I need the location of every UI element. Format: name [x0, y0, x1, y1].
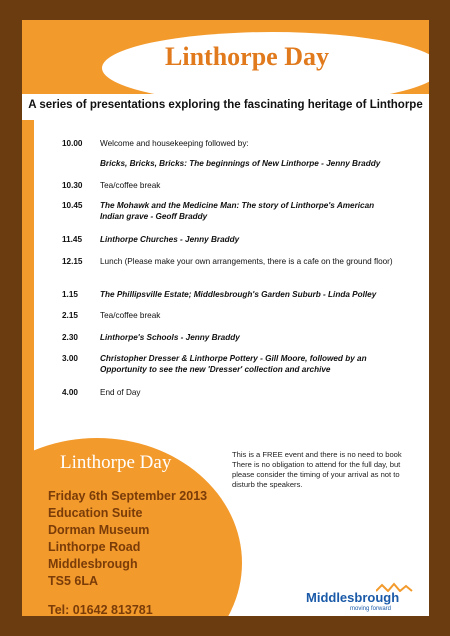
free-event-notice: This is a FREE event and there is no need to book There is no obligation to attend for the full day, but please consider the timing of your arrival as not to disturb the speakers. [232, 450, 402, 489]
footer-title: Linthorpe Day [60, 452, 172, 473]
address-line: Middlesbrough [48, 557, 138, 571]
schedule-time: 1.15 [62, 290, 78, 299]
schedule-desc: Linthorpe Churches - Jenny Braddy [100, 235, 240, 244]
address-line: Dorman Museum [48, 523, 150, 537]
schedule-desc: Christopher Dresser & Linthorpe Pottery - Gill Moore, followed by an Opportunity to see the new 'Dresser' collection and archive [100, 354, 367, 374]
logo-wordmark: Middlesbrough [306, 590, 400, 605]
poster-panel [22, 20, 429, 616]
schedule-time: 10.30 [62, 181, 83, 190]
page-title: Linthorpe Day [165, 42, 329, 71]
telephone: Tel: 01642 813781 [48, 603, 153, 616]
middlesbrough-logo [306, 582, 429, 612]
left-strip [22, 120, 34, 480]
logo-tagline: moving forward [350, 606, 392, 612]
schedule-time: 2.15 [62, 311, 78, 320]
schedule-desc: End of Day [100, 388, 141, 397]
event-details [48, 488, 207, 590]
schedule-time: 2.30 [62, 333, 78, 342]
schedule-desc: Welcome and housekeeping followed by: [100, 139, 249, 148]
schedule-time: 10.45 [62, 201, 83, 210]
schedule-desc: Tea/coffee break [100, 181, 161, 190]
schedule-time: 11.45 [62, 235, 83, 244]
schedule-time: 3.00 [62, 354, 78, 363]
schedule-time: 12.15 [62, 257, 83, 266]
schedule-desc: The Phillipsville Estate; Middlesbrough's Garden Suburb - Linda Polley [100, 290, 377, 299]
schedule-desc: Bricks, Bricks, Bricks: The beginnings of New Linthorpe - Jenny Braddy [100, 159, 381, 168]
schedule-time: 4.00 [62, 388, 78, 397]
address-line: TS5 6LA [48, 574, 99, 588]
schedule-time: 10.00 [62, 139, 83, 148]
schedule-desc: Linthorpe's Schools - Jenny Braddy [100, 333, 240, 342]
schedule-desc: The Mohawk and the Medicine Man: The story of Linthorpe's American Indian grave - Geoff Braddy [100, 201, 375, 221]
address-line: Linthorpe Road [48, 540, 141, 554]
address-line: Education Suite [48, 506, 143, 520]
event-date: Friday 6th September 2013 [48, 489, 208, 503]
schedule-desc: Lunch (Please make your own arrangements, there is a cafe on the ground floor) [100, 257, 393, 266]
schedule-desc: Tea/coffee break [100, 311, 161, 320]
subtitle: A series of presentations exploring the fascinating heritage of Linthorpe [28, 99, 423, 111]
